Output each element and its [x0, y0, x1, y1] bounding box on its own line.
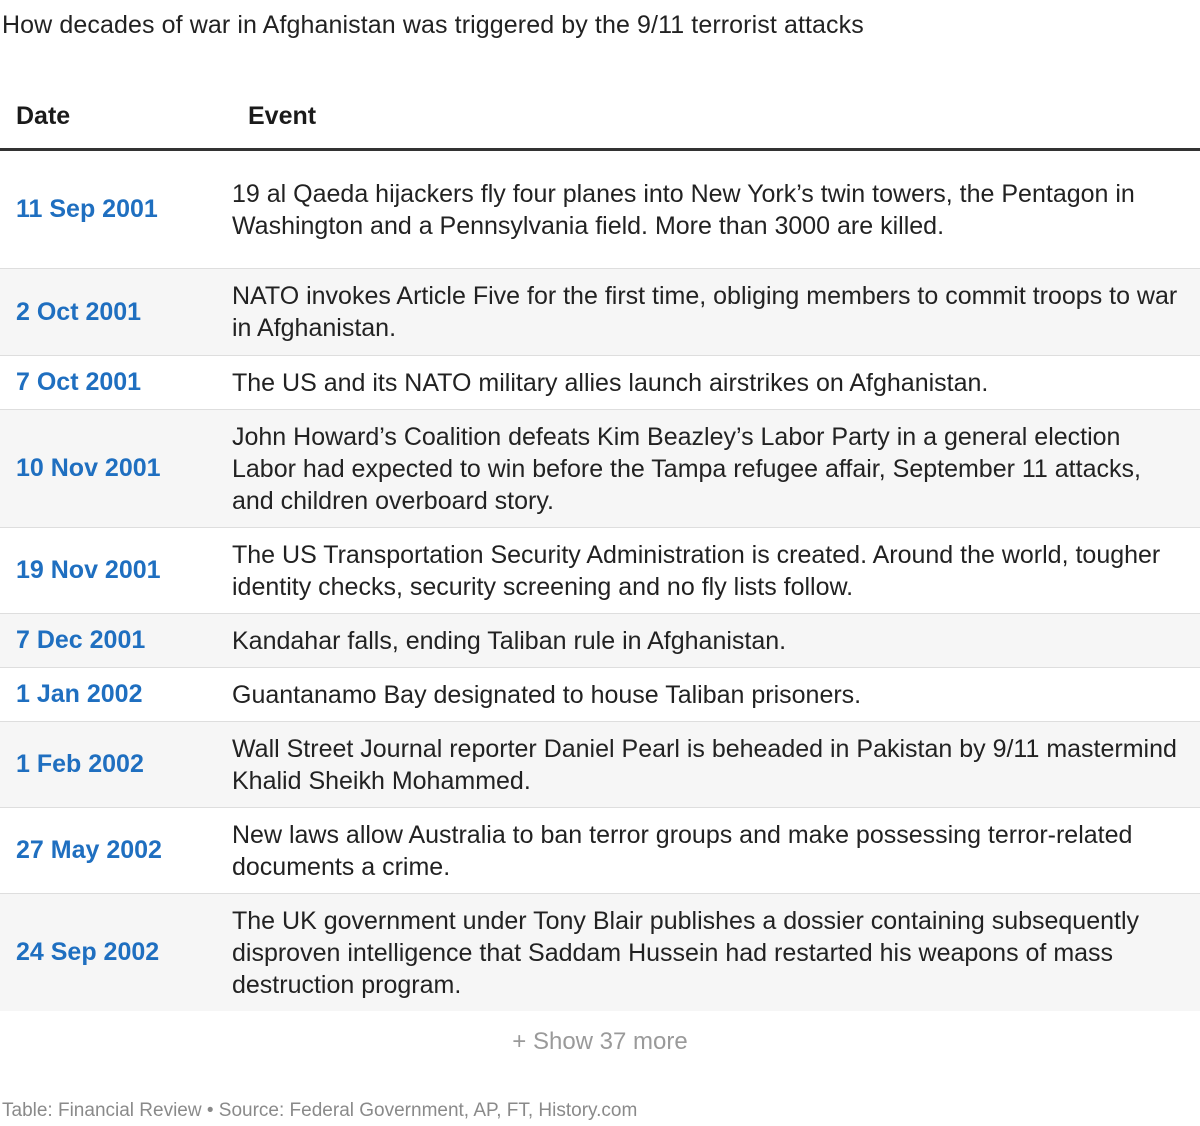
source-footer: Table: Financial Review • Source: Federal Government, AP, FT, History.com: [2, 1100, 638, 1121]
table-row: [0, 614, 1200, 668]
table-title: How decades of war in Afghanistan was triggered by the 9/11 terrorist attacks: [2, 11, 864, 39]
row-event: The US Transportation Security Administration is created. Around the world, tougher identity checks, security screening and no fly lists follow.: [232, 540, 1161, 601]
row-event: New laws allow Australia to ban terror groups and make possessing terror-related documents a crime.: [232, 820, 1133, 881]
table-row: [0, 722, 1200, 808]
table-row: [0, 894, 1200, 1011]
row-event: 19 al Qaeda hijackers fly four planes into New York’s twin towers, the Pentagon in Washington and a Pennsylvania field. More than 3000 are killed.: [232, 179, 1135, 240]
row-date: 24 Sep 2002: [16, 938, 160, 966]
row-date: 7 Dec 2001: [16, 626, 146, 654]
row-event: The UK government under Tony Blair publishes a dossier containing subsequently disproven intelligence that Saddam Hussein had restarted his weapons of mass destruction program.: [232, 906, 1140, 999]
table-header: [0, 90, 1200, 151]
row-date: 7 Oct 2001: [16, 368, 142, 396]
row-date: 1 Feb 2002: [16, 750, 144, 778]
row-event: John Howard’s Coalition defeats Kim Beazley’s Labor Party in a general election Labor had expected to win before the Tampa refugee affair, September 11 attacks, and children overboard story.: [232, 422, 1141, 515]
row-event: The US and its NATO military allies launch airstrikes on Afghanistan.: [232, 368, 989, 397]
table-row: [0, 269, 1200, 356]
row-date: 11 Sep 2001: [16, 195, 158, 223]
row-event: NATO invokes Article Five for the first time, obliging members to commit troops to war in Afghanistan.: [232, 282, 1178, 342]
table-row: [0, 151, 1200, 269]
row-event: Wall Street Journal reporter Daniel Pearl is beheaded in Pakistan by 9/11 mastermind Khalid Sheikh Mohammed.: [232, 734, 1177, 795]
row-date: 19 Nov 2001: [16, 556, 161, 584]
row-date: 2 Oct 2001: [16, 297, 142, 326]
row-date: 1 Jan 2002: [16, 680, 143, 708]
show-more-button[interactable]: + Show 37 more: [512, 1028, 688, 1055]
row-date: 27 May 2002: [16, 836, 162, 864]
table-row: [0, 410, 1200, 528]
row-event: Kandahar falls, ending Taliban rule in Afghanistan.: [232, 626, 787, 655]
column-header-date: Date: [16, 102, 71, 130]
row-date: 10 Nov 2001: [16, 454, 161, 482]
table-row: [0, 668, 1200, 722]
row-event: Guantanamo Bay designated to house Taliban prisoners.: [232, 680, 862, 709]
events-table: [0, 90, 1200, 1011]
table-row: [0, 356, 1200, 410]
table-row: [0, 528, 1200, 614]
column-header-event: Event: [248, 102, 317, 130]
table-row: [0, 808, 1200, 894]
